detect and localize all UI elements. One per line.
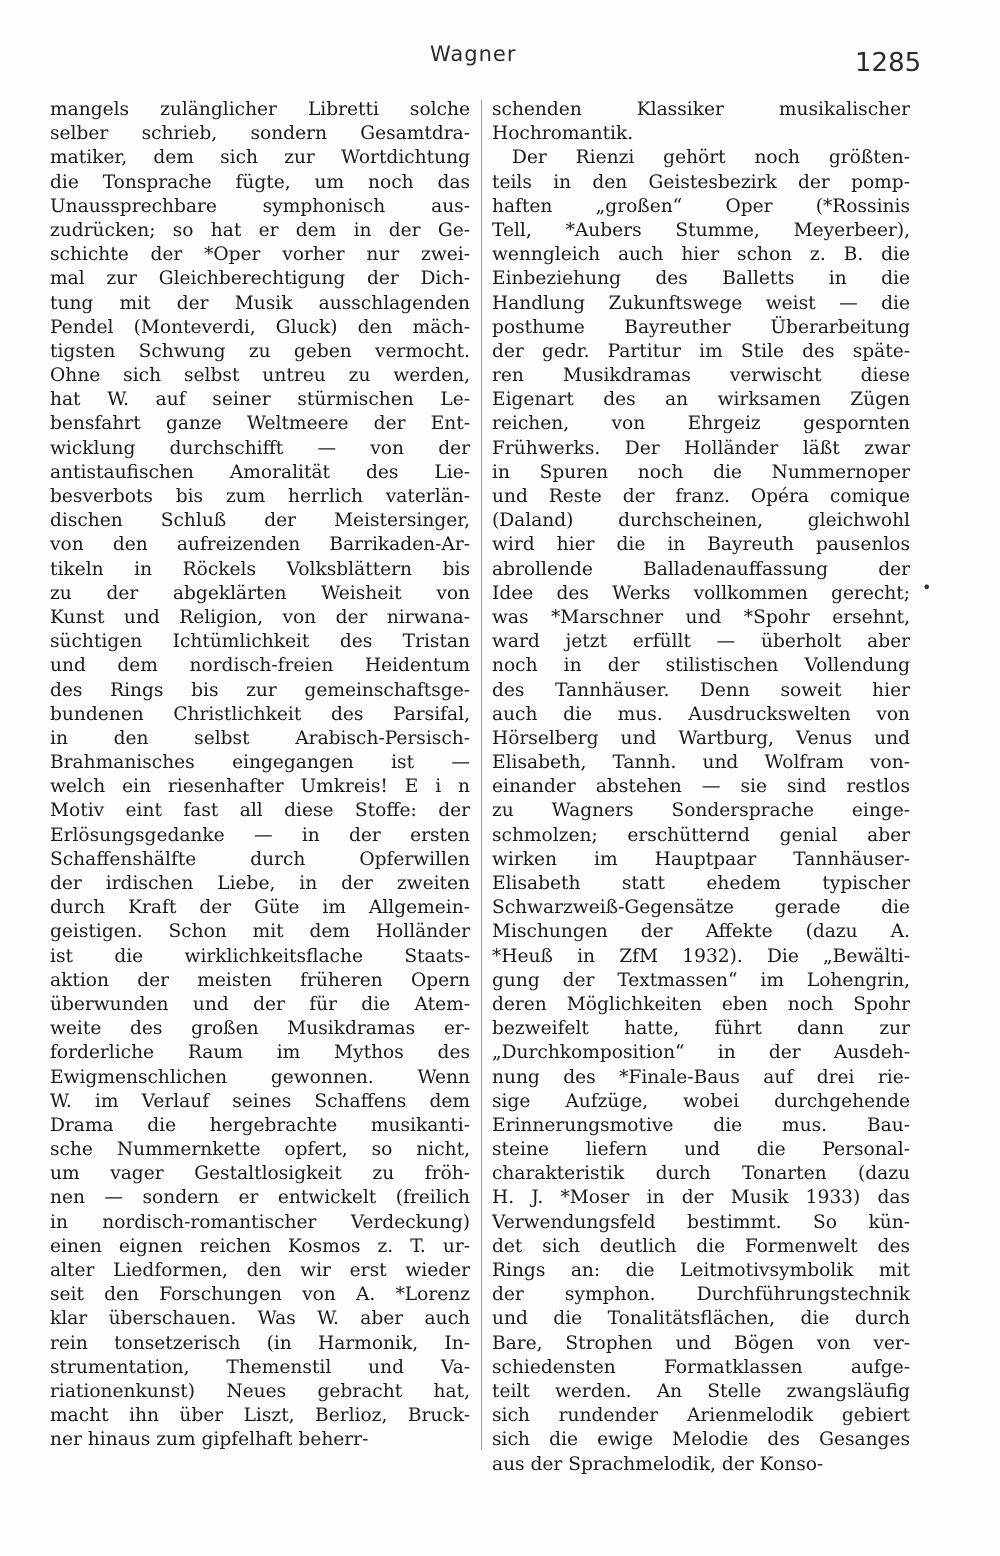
- text-line: Einbeziehung des Balletts in die: [492, 268, 910, 290]
- text-line: posthume Bayreuther Überarbeitung: [492, 316, 910, 338]
- text-line: Handlung Zukunftswege weist — die: [492, 292, 910, 314]
- text-line: ward jetzt erfüllt — überholt aber: [492, 631, 910, 653]
- text-line: Hochromantik.: [492, 123, 634, 145]
- text-line: bezweifelt hatte, führt dann zur: [492, 1018, 910, 1040]
- text-line: zu Wagners Sondersprache einge-: [492, 800, 910, 822]
- text-line: zu der abgeklärten Weisheit von: [50, 582, 470, 604]
- text-line: W. im Verlauf seines Schaffens dem: [50, 1090, 470, 1112]
- text-line: Brahmanisches eingegangen ist —: [50, 752, 470, 774]
- text-line: alter Liedformen, den wir erst wieder: [50, 1260, 470, 1281]
- text-line: um vager Gestaltlosigkeit zu fröh-: [50, 1163, 470, 1185]
- text-line: Elisabeth, Tannh. und Wolfram von-: [492, 752, 910, 774]
- text-line: und Reste der franz. Opéra comique: [492, 486, 910, 507]
- text-line: hat W. auf seiner stürmischen Le-: [50, 389, 470, 411]
- text-line: Verwendungsfeld bestimmt. So kün-: [492, 1211, 910, 1233]
- text-line: „Durchkomposition“ in der Ausdeh-: [492, 1042, 910, 1064]
- text-line: charakteristik durch Tonarten (dazu: [492, 1163, 910, 1185]
- text-line: bensfahrt ganze Weltmeere der Ent-: [50, 413, 470, 435]
- text-line: wenngleich auch hier schon z. B. die: [492, 244, 910, 266]
- text-line: schenden Klassiker musikalischer: [492, 99, 910, 120]
- text-line: besverbots bis zum herrlich vaterlän-: [50, 486, 470, 507]
- page-number: 1285: [855, 48, 922, 78]
- text-line: Pendel (Monteverdi, Gluck) den mäch-: [50, 316, 470, 338]
- text-line: tung mit der Musik ausschlagenden: [50, 292, 470, 314]
- text-line: von den aufreizenden Barrikaden-Ar-: [50, 534, 470, 556]
- text-line: des Rings bis zur gemeinschaftsge-: [50, 679, 470, 701]
- text-line: ner hinaus zum gipfelhaft beherr-: [50, 1429, 369, 1451]
- text-line: sich rundender Arienmelodik gebiert: [492, 1405, 910, 1427]
- text-line: det sich deutlich die Formenwelt des: [492, 1235, 910, 1257]
- left-column: [50, 98, 470, 1453]
- text-line: die Tonsprache fügte, um noch das: [50, 171, 470, 193]
- text-line: schmolzen; erschütternd genial aber: [492, 824, 910, 846]
- text-line: und die Tonalitätsflächen, die durch: [492, 1308, 910, 1330]
- text-line: schiedensten Formatklassen aufge-: [492, 1356, 910, 1378]
- text-line: aktion der meisten früheren Opern: [50, 969, 470, 991]
- text-line: Eigenart des an wirksamen Zügen: [492, 389, 910, 411]
- text-line: Frühwerks. Der Holländer läßt zwar: [492, 437, 910, 459]
- text-line: macht ihn über Liszt, Berlioz, Bruck-: [50, 1405, 470, 1427]
- text-line: gung der Textmassen“ im Lohengrin,: [492, 969, 910, 991]
- text-line: wirken im Hauptpaar Tannhäuser-: [492, 848, 910, 870]
- column-divider: [481, 100, 482, 1450]
- text-line: geistigen. Schon mit dem Holländer: [50, 921, 470, 943]
- text-line: aus der Sprachmelodik, der Konso-: [492, 1453, 824, 1475]
- text-line: welch ein riesenhafter Umkreis! E i n: [50, 776, 470, 798]
- text-line: schichte der *Oper vorher nur zwei-: [50, 244, 470, 266]
- text-line: wicklung durchschifft — von der: [50, 437, 470, 459]
- text-line: abrollende Balladenauffassung der: [492, 558, 910, 580]
- text-line: Idee des Werks vollkommen gerecht;: [492, 582, 910, 604]
- text-line: antistaufischen Amoralität des Lie-: [50, 461, 470, 483]
- text-line: sche Nummernkette opfert, so nicht,: [50, 1139, 470, 1161]
- text-line: des Tannhäuser. Denn soweit hier: [492, 679, 910, 701]
- text-line: seit den Forschungen von A. *Lorenz: [50, 1284, 470, 1306]
- text-line: Erinnerungsmotive die mus. Bau-: [492, 1114, 910, 1136]
- text-line: teilt werden. An Stelle zwangsläufig: [492, 1380, 910, 1402]
- text-line: Rings an: die Leitmotivsymbolik mit: [492, 1260, 910, 1281]
- text-line: durch Kraft der Güte im Allgemein-: [50, 897, 470, 919]
- text-line: riationenkunst) Neues gebracht hat,: [50, 1380, 470, 1402]
- text-line: dischen Schluß der Meistersinger,: [50, 510, 470, 532]
- text-line: der symphon. Durchführungstechnik: [492, 1284, 910, 1306]
- text-line: mangels zulänglicher Libretti solche: [50, 99, 470, 120]
- text-line: Erlösungsgedanke — in der ersten: [50, 824, 470, 846]
- text-line: sige Aufzüge, wobei durchgehende: [492, 1090, 910, 1112]
- text-line: auch die mus. Ausdruckswelten von: [492, 703, 910, 725]
- text-line: Ohne sich selbst untreu zu werden,: [50, 365, 470, 387]
- text-line: reichen, von Ehrgeiz gespornten: [492, 413, 910, 435]
- text-line: deren Möglichkeiten eben noch Spohr: [492, 993, 910, 1015]
- text-line: Schaffenshälfte durch Opferwillen: [50, 848, 470, 870]
- text-line: und dem nordisch-freien Heidentum: [50, 655, 470, 677]
- text-line: Motiv eint fast all diese Stoffe: der: [50, 800, 470, 822]
- text-line: Der Rienzi gehört noch größten-: [512, 147, 910, 169]
- text-line: *Heuß in ZfM 1932). Die „Bewälti-: [492, 945, 910, 967]
- text-line: in Spuren noch die Nummernoper: [492, 461, 910, 483]
- text-line: Tell, *Aubers Stumme, Meyerbeer),: [492, 219, 910, 241]
- text-line: einen eignen reichen Kosmos z. T. ur-: [50, 1235, 470, 1257]
- text-line: haften „großen“ Oper (*Rossinis: [492, 195, 910, 217]
- text-line: Elisabeth statt ehedem typischer: [492, 873, 910, 894]
- text-line: strumentation, Themenstil und Va-: [50, 1356, 470, 1378]
- text-line: Hörselberg und Wartburg, Venus und: [492, 727, 910, 749]
- text-line: wird hier die in Bayreuth pausenlos: [492, 534, 910, 556]
- text-line: Drama die hergebrachte musikanti-: [50, 1114, 470, 1136]
- text-line: der irdischen Liebe, in der zweiten: [50, 873, 470, 894]
- text-line: überwunden und der für die Atem-: [50, 993, 470, 1015]
- running-head: Wagner: [430, 42, 517, 66]
- text-line: (Daland) durchscheinen, gleichwohl: [492, 510, 910, 532]
- text-line: tikeln in Röckels Volksblättern bis: [50, 558, 470, 580]
- text-line: matiker, dem sich zur Wortdichtung: [50, 147, 470, 169]
- text-line: einander abstehen — sie sind restlos: [492, 776, 910, 798]
- text-line: Schwarzweiß-Gegensätze gerade die: [492, 897, 910, 919]
- text-line: Kunst und Religion, von der nirwana-: [50, 606, 470, 628]
- text-line: noch in der stilistischen Vollendung: [492, 655, 910, 677]
- text-line: selber schrieb, sondern Gesamtdra-: [50, 123, 470, 145]
- text-line: teils in den Geistesbezirk der pomp-: [492, 171, 910, 193]
- text-line: bundenen Christlichkeit des Parsifal,: [50, 703, 470, 725]
- text-line: H. J. *Moser in der Musik 1933) das: [492, 1187, 910, 1209]
- text-line: forderliche Raum im Mythos des: [50, 1042, 470, 1064]
- text-line: Ewigmenschlichen gewonnen. Wenn: [50, 1066, 470, 1088]
- text-line: sich die ewige Melodie des Gesanges: [492, 1429, 910, 1451]
- text-line: in den selbst Arabisch-Persisch-: [50, 727, 470, 749]
- text-line: Unaussprechbare symphonisch aus-: [50, 195, 470, 217]
- text-line: rein tonsetzerisch (in Harmonik, In-: [50, 1332, 470, 1354]
- text-line: tigsten Schwung zu geben vermocht.: [50, 340, 470, 362]
- text-line: ist die wirklichkeitsflache Staats-: [50, 945, 470, 967]
- margin-mark: •: [922, 578, 932, 597]
- text-line: weite des großen Musikdramas er-: [50, 1018, 470, 1040]
- text-line: in nordisch-romantischer Verdeckung): [50, 1211, 470, 1233]
- text-line: Bare, Strophen und Bögen von ver-: [492, 1332, 910, 1354]
- text-line: steine liefern und die Personal-: [492, 1139, 910, 1161]
- text-line: nung des *Finale-Baus auf drei rie-: [492, 1066, 910, 1088]
- text-line: zudrücken; so hat er dem in der Ge-: [50, 219, 470, 241]
- text-line: nen — sondern er entwickelt (freilich: [50, 1187, 470, 1209]
- text-line: der gedr. Partitur im Stile des späte-: [492, 340, 910, 362]
- text-line: mal zur Gleichberechtigung der Dich-: [50, 268, 470, 290]
- text-line: ren Musikdramas verwischt diese: [492, 365, 910, 387]
- text-line: süchtigen Ichtümlichkeit des Tristan: [50, 631, 470, 653]
- text-line: was *Marschner und *Spohr ersehnt,: [492, 606, 910, 628]
- text-line: Mischungen der Affekte (dazu A.: [492, 921, 910, 943]
- text-line: klar überschauen. Was W. aber auch: [50, 1308, 470, 1330]
- right-column: [492, 98, 910, 1477]
